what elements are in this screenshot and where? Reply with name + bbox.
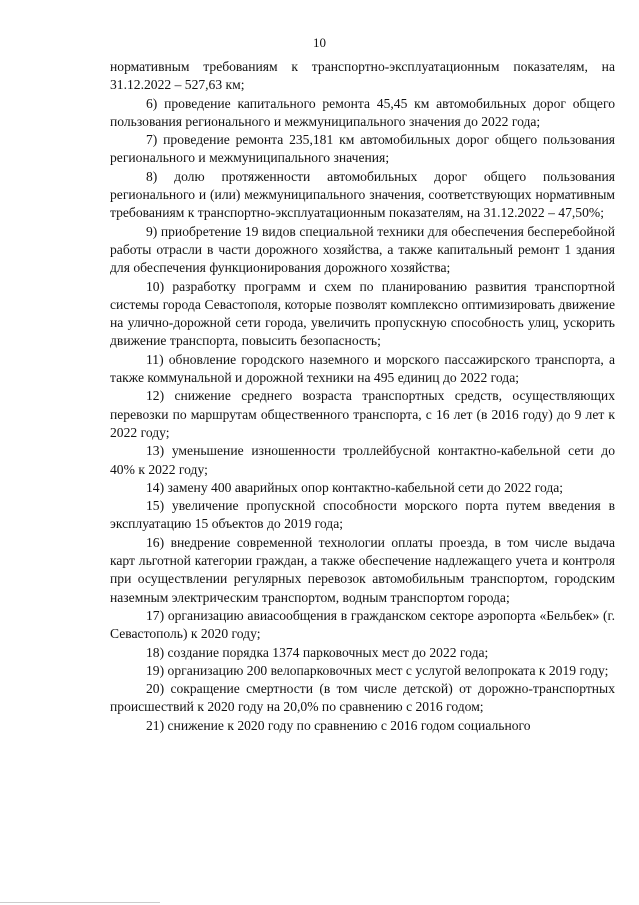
- document-body: [110, 58, 615, 735]
- paragraph: 18) создание порядка 1374 парковочных мест до 2022 года;: [146, 644, 489, 660]
- paragraph: 19) организацию 200 велопарковочных мест с услугой велопроката к 2019 году;: [146, 662, 609, 678]
- paragraph: 6) проведение капитального ремонта 45,45 км автомобильных дорог общего пользования регионального и межмуниципального значения до 2022 года;: [110, 95, 615, 129]
- paragraph: 10) разработку программ и схем по планированию развития транспортной системы города Севастополя, которые позволят комплексно оптимизировать движение на улично-дорожной сети города, увеличить пропускную способность улиц, ускорить движение транспорта, повысить безопасность;: [110, 278, 615, 349]
- paragraph: 9) приобретение 19 видов специальной техники для обеспечения бесперебойной работы отрасли в части дорожного хозяйства, а также капитальный ремонт 1 здания для обеспечения функционирования дорожного хозяйства;: [110, 223, 615, 276]
- paragraph: нормативным требованиям к транспортно-эксплуатационным показателям, на 31.12.2022 – 527,63 км;: [110, 59, 615, 93]
- paragraph: 11) обновление городского наземного и морского пассажирского транспорта, а также коммунальной и дорожной техники на 495 единиц до 2022 года;: [110, 351, 615, 386]
- paragraph: 12) снижение среднего возраста транспортных средств, осуществляющих перевозки по маршрутам общественного транспорта, с 16 лет (в 2016 году) до 9 лет к 2022 году;: [110, 388, 615, 440]
- paragraph: 21) снижение к 2020 году по сравнению с 2016 годом социального: [146, 717, 531, 733]
- paragraph: 16) внедрение современной технологии оплаты проезда, в том числе выдача карт льготной категории граждан, а также обеспечение надлежащего учета и контроля при осуществлении регулярных перевозок автомобильным транспортом, городским наземным электрическим транспортом, водным транспортом города;: [110, 534, 615, 605]
- bottom-divider: [0, 902, 160, 903]
- paragraph: 14) замену 400 аварийных опор контактно-кабельной сети до 2022 года;: [146, 479, 564, 495]
- paragraph: 20) сокращение смертности (в том числе детской) от дорожно-транспортных происшествий к 2020 году на 20,0% по сравнению с 2016 годом;: [110, 681, 615, 715]
- paragraph: 7) проведение ремонта 235,181 км автомобильных дорог общего пользования регионального и межмуниципального значения;: [110, 132, 615, 166]
- paragraph: 8) долю протяженности автомобильных дорог общего пользования регионального и (или) межмуниципального значения, соответствующих нормативным требованиям к транспортно-эксплуатационным показателям, на 31.12.2022 – 47,50%;: [110, 168, 615, 221]
- page-number: 10: [313, 35, 326, 50]
- paragraph: 13) уменьшение изношенности троллейбусной контактно-кабельной сети до 40% к 2022 году;: [110, 443, 615, 477]
- paragraph: 17) организацию авиасообщения в гражданском секторе аэропорта «Бельбек» (г. Севастополь) к 2020 году;: [110, 607, 615, 642]
- paragraph: 15) увеличение пропускной способности морского порта путем введения в эксплуатацию 15 объектов до 2019 года;: [110, 498, 615, 532]
